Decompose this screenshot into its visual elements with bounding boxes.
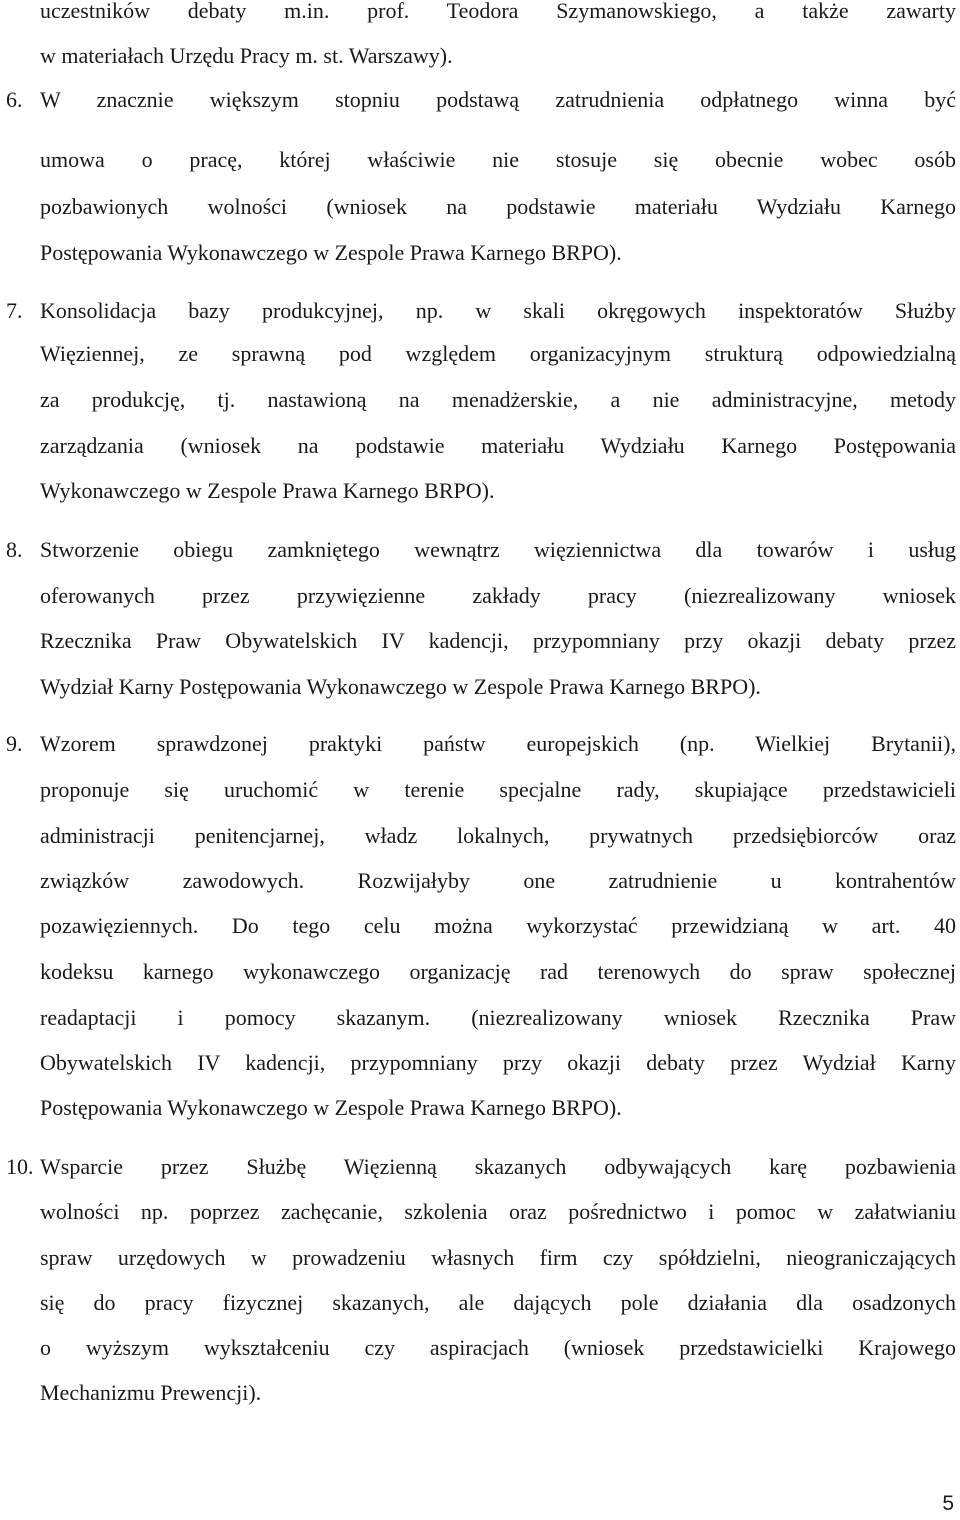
- item-line: kodeksu karnego wykonawczego organizację rad terenowych do spraw społecznej: [40, 959, 956, 984]
- item-line: o wyższym wykształceniu czy aspiracjach (wniosek przedstawicielki Krajowego: [40, 1335, 956, 1360]
- item-line: się do pracy fizycznej skazanych, ale dających pole działania dla osadzonych: [40, 1290, 956, 1315]
- item-line: zarządzania (wniosek na podstawie materiału Wydziału Karnego Postępowania: [40, 433, 956, 458]
- item-line: związków zawodowych. Rozwijałyby one zatrudnienie u kontrahentów: [40, 868, 956, 893]
- page-number: 5: [942, 1492, 954, 1515]
- item-line: umowa o pracę, której właściwie nie stosuje się obecnie wobec osób: [40, 147, 956, 172]
- item-line: Konsolidacja bazy produkcyjnej, np. w skali okręgowych inspektoratów Służby: [40, 298, 956, 323]
- item-line: spraw urzędowych w prowadzeniu własnych firm czy spółdzielni, nieograniczających: [40, 1245, 956, 1270]
- item-line: Więziennej, ze sprawną pod względem organizacyjnym strukturą odpowiedzialną: [40, 341, 956, 366]
- item-line: pozawięziennych. Do tego celu można wykorzystać przewidzianą w art. 40: [40, 913, 956, 938]
- intro-line: uczestników debaty m.in. prof. Teodora Szymanowskiego, a także zawarty: [40, 0, 956, 23]
- item-number: 9.: [6, 731, 23, 756]
- item-line: za produkcję, tj. nastawioną na menadżerskie, a nie administracyjne, metody: [40, 387, 956, 412]
- item-line: oferowanych przez przywięzienne zakłady pracy (niezrealizowany wniosek: [40, 583, 956, 608]
- item-line: Wykonawczego w Zespole Prawa Karnego BRPO).: [40, 478, 495, 503]
- item-line: Rzecznika Praw Obywatelskich IV kadencji, przypomniany przy okazji debaty przez: [40, 628, 956, 653]
- item-line: wolności np. poprzez zachęcanie, szkolenia oraz pośrednictwo i pomoc w załatwianiu: [40, 1199, 956, 1224]
- item-line: Wydział Karny Postępowania Wykonawczego w Zespole Prawa Karnego BRPO).: [40, 674, 761, 699]
- item-line: administracji penitencjarnej, władz lokalnych, prywatnych przedsiębiorców oraz: [40, 823, 956, 848]
- item-number: 8.: [6, 537, 23, 562]
- item-line: Obywatelskich IV kadencji, przypomniany przy okazji debaty przez Wydział Karny: [40, 1050, 956, 1075]
- item-line: Postępowania Wykonawczego w Zespole Prawa Karnego BRPO).: [40, 1095, 622, 1120]
- item-number: 7.: [6, 298, 23, 323]
- item-line: proponuje się uruchomić w terenie specjalne rady, skupiające przedstawicieli: [40, 777, 956, 802]
- item-line: Wzorem sprawdzonej praktyki państw europejskich (np. Wielkiej Brytanii),: [40, 731, 956, 756]
- item-line: Mechanizmu Prewencji).: [40, 1380, 262, 1405]
- item-number: 10.: [6, 1154, 34, 1179]
- intro-line: w materiałach Urzędu Pracy m. st. Warszawy).: [40, 43, 453, 68]
- item-line: Postępowania Wykonawczego w Zespole Prawa Karnego BRPO).: [40, 240, 622, 265]
- item-line: readaptacji i pomocy skazanym. (niezrealizowany wniosek Rzecznika Praw: [40, 1005, 956, 1030]
- item-line: W znacznie większym stopniu podstawą zatrudnienia odpłatnego winna być: [40, 87, 956, 112]
- item-number: 6.: [6, 87, 23, 112]
- item-line: Stworzenie obiegu zamkniętego wewnątrz więziennictwa dla towarów i usług: [40, 537, 956, 562]
- item-line: pozbawionych wolności (wniosek na podstawie materiału Wydziału Karnego: [40, 194, 956, 219]
- item-line: Wsparcie przez Służbę Więzienną skazanych odbywających karę pozbawienia: [40, 1154, 956, 1179]
